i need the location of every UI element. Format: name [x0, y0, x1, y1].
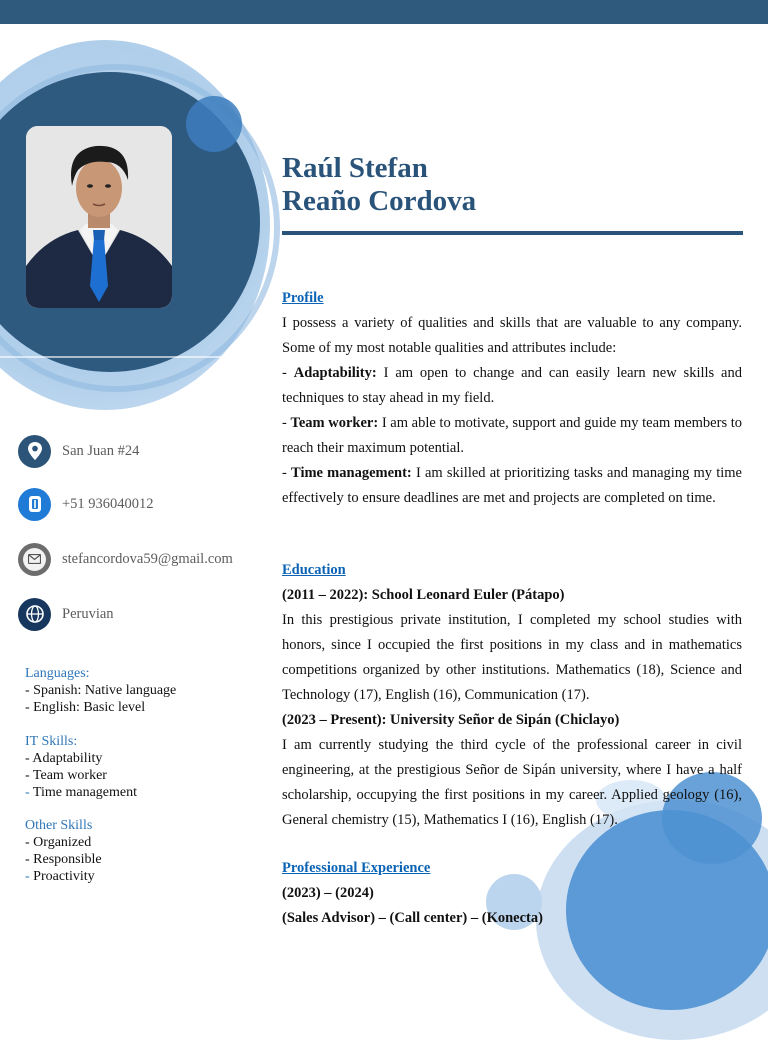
list-item: - Adaptability: [25, 751, 103, 766]
education-entry-heading: (2023 – Present): University Señor de Sipán (Chiclayo): [282, 712, 620, 728]
list-item: - Spanish: Native language: [25, 683, 177, 698]
profile-photo: [26, 126, 172, 308]
top-bar: [0, 0, 768, 24]
contact-email-text[interactable]: stefancordova59@gmail.com: [62, 550, 233, 567]
location-pin-icon: [18, 435, 51, 468]
name-line-1: Raúl Stefan: [282, 152, 428, 184]
other-skills-title: Other Skills: [25, 818, 93, 833]
it-skills-section: [25, 733, 137, 801]
education-entry-text: I am currently studying the third cycle of the professional career in civil engineering, at the prestigious Señor de Sipán university, where I have a half scholarship, occupying the first positions in my career. Applied geology (16), General chemistry (15), Mathematics I (16), English (17).: [282, 737, 742, 828]
profile-section: [282, 286, 742, 511]
profile-item: - Team worker: I am able to motivate, support and guide my team members to reach their maximum potential.: [282, 415, 743, 456]
contact-phone: [18, 487, 154, 521]
contact-nationality-text: Peruvian: [62, 605, 114, 622]
list-item: - English: Basic level: [25, 700, 146, 715]
decorative-streak: [0, 356, 260, 358]
list-item: - Proactivity: [25, 869, 95, 884]
education-entry-heading: (2011 – 2022): School Leonard Euler (Pátapo): [282, 587, 565, 603]
phone-icon: [18, 488, 51, 521]
education-entry-text: In this prestigious private institution, I completed my school studies with honors, since I occupied the first positions in my class and in mathematics competitions organized by other institutions. Mathematics (18), Science and Technology (17), English (16), Communication (17).: [282, 612, 742, 703]
experience-section: [282, 856, 742, 931]
languages-section: [25, 665, 176, 716]
name-line-2: Reaño Cordova: [282, 185, 477, 217]
contact-phone-text[interactable]: +51 936040012: [62, 495, 154, 512]
contact-nationality: [18, 597, 114, 631]
list-item: - Organized: [25, 835, 92, 850]
list-item: - Responsible: [25, 852, 102, 867]
profile-title: Profile: [282, 290, 324, 306]
experience-role: (Sales Advisor) – (Call center) – (Konecta): [282, 910, 543, 926]
full-name: [282, 152, 742, 218]
education-title: Education: [282, 562, 346, 578]
name-divider: [282, 231, 743, 235]
profile-item: - Time management: I am skilled at prioritizing tasks and managing my time effectively to ensure deadlines are met and projects are completed on time.: [282, 465, 742, 506]
it-skills-title: IT Skills:: [25, 734, 78, 749]
profile-intro: I possess a variety of qualities and skills that are valuable to any company. Some of my most notable qualities and attributes include:: [282, 315, 742, 356]
languages-title: Languages:: [25, 666, 90, 681]
contact-address: [18, 434, 139, 468]
experience-title: Professional Experience: [282, 860, 431, 876]
list-item: - Team worker: [25, 768, 107, 783]
globe-icon: [18, 598, 51, 631]
experience-period: (2023) – (2024): [282, 885, 374, 901]
education-section: [282, 558, 742, 833]
decorative-dot: [186, 96, 242, 152]
list-item: - Time management: [25, 785, 137, 800]
other-skills-section: [25, 817, 102, 885]
profile-item: - Adaptability: I am open to change and can easily learn new skills and techniques to stay ahead in my field.: [282, 365, 742, 406]
email-icon: [18, 543, 51, 576]
contact-email: [18, 542, 233, 576]
contact-address-text: San Juan #24: [62, 442, 140, 459]
